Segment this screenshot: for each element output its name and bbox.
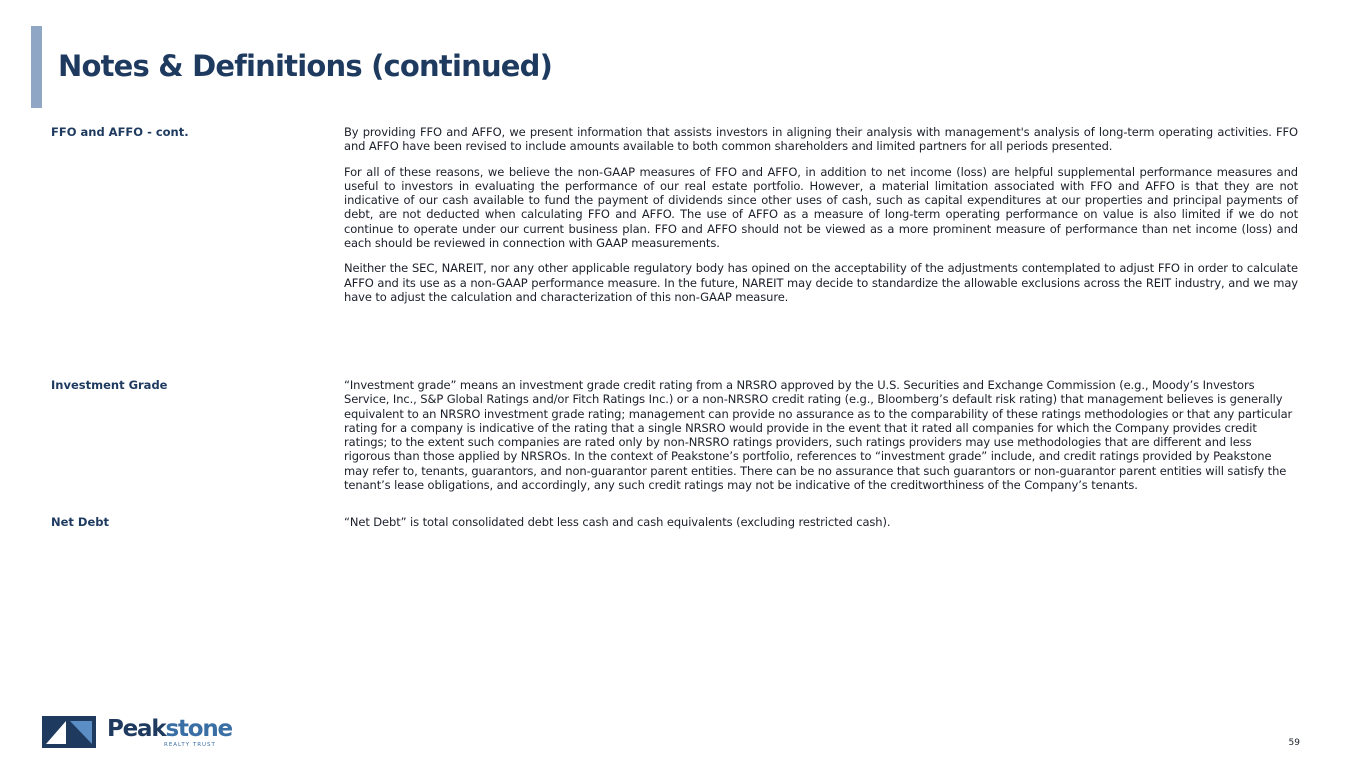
peakstone-logo-mark-icon	[42, 716, 96, 748]
definition-paragraph: Neither the SEC, NAREIT, nor any other applicable regulatory body has opined on the acceptability of the adjustments contemplated to adjust FFO in order to calculate AFFO and its use as a non-GAAP performance measure. In the future, NAREIT may decide to standardize the allowable exclusions across the REIT industry, and we may have to adjust the calculation and characterization of this non-GAAP measure.	[344, 261, 1298, 304]
page-title: Notes & Definitions (continued)	[58, 49, 553, 83]
definition-ffo-affo	[344, 125, 1298, 304]
term-net-debt: Net Debt	[51, 515, 109, 529]
definition-paragraph: For all of these reasons, we believe the non-GAAP measures of FFO and AFFO, in addition to net income (loss) are helpful supplemental performance measures and useful to investors in evaluating the performance of our real estate portfolio. However, a material limitation associated with FFO and AFFO is that they are not indicative of our cash available to fund the payment of dividends since other uses of cash, such as capital expenditures at our properties and principal payments of debt, are not deducted when calculating FFO and AFFO. The use of AFFO as a measure of long-term operating performance on value is also limited if we do not continue to operate under our current business plan. FFO and AFFO should not be viewed as a more prominent measure of performance than net income (loss) and each should be reviewed in connection with GAAP measurements.	[344, 164, 1298, 251]
logo-word-light: stone	[165, 716, 232, 742]
definition-paragraph: “Net Debt” is total consolidated debt less cash and cash equivalents (excluding restricted cash).	[344, 515, 891, 529]
page-number: 59	[1288, 738, 1300, 748]
logo-subtitle: REALTY TRUST	[164, 742, 216, 748]
definition-investment-grade	[344, 378, 1298, 492]
term-investment-grade: Investment Grade	[51, 378, 168, 392]
term-ffo-affo: FFO and AFFO - cont.	[51, 125, 189, 139]
logo-wordmark	[107, 715, 232, 743]
title-accent-bar	[31, 26, 42, 108]
definition-paragraph: By providing FFO and AFFO, we present information that assists investors in aligning their analysis with management's analysis of long-term operating activities. FFO and AFFO have been revised to include amounts available to both common shareholders and limited partners for all periods presented.	[344, 125, 1298, 154]
peakstone-logo	[42, 716, 232, 750]
definition-net-debt	[344, 515, 1298, 529]
definition-paragraph: “Investment grade” means an investment grade credit rating from a NRSRO approved by the U.S. Securities and Exchange Commission (e.g., Moody’s Investors Service, Inc., S&P Global Ratings and/or Fitch Ratings Inc.) or a non-NRSRO credit rating (e.g., Bloomberg’s default risk rating) that management believes is generally equivalent to an NRSRO investment grade rating; management can provide no assurance as to the comparability of these ratings methodologies or that any particular rating for a company is indicative of the rating that a single NRSRO would provide in the event that it rated all companies for which the Company provides credit ratings; to the extent such companies are rated only by non-NRSRO ratings providers, such ratings providers may use methodologies that are different and less rigorous than those applied by NRSROs. In the context of Peakstone’s portfolio, references to “investment grade” include, and credit ratings provided by Peakstone may refer to, tenants, guarantors, and non-guarantor parent entities. There can be no assurance that such guarantors or non-guarantor parent entities will satisfy the tenant’s lease obligations, and accordingly, any such credit ratings may not be indicative of the creditworthiness of the Company’s tenants.	[344, 378, 1293, 493]
logo-word-bold: Peak	[107, 716, 166, 742]
